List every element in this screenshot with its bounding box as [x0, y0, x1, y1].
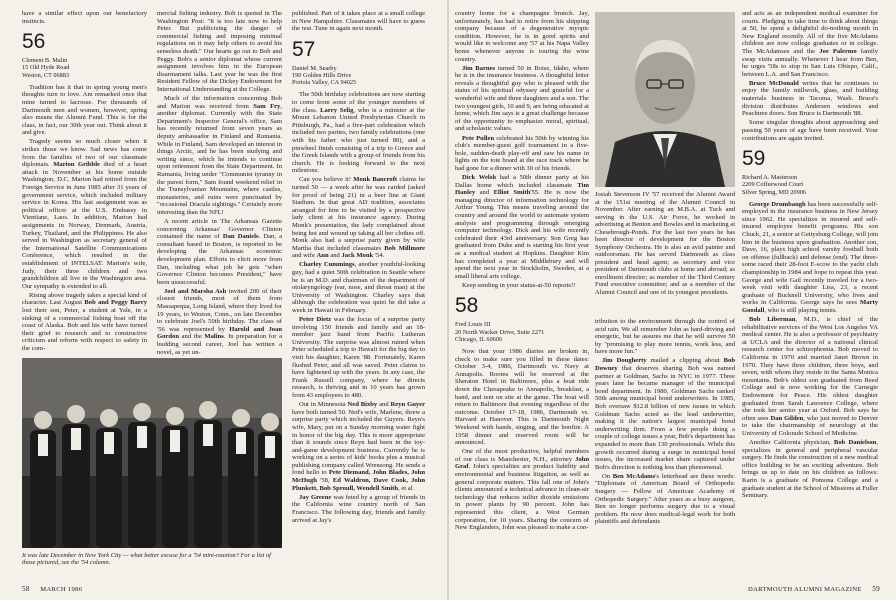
col-text: Tradition has it that in spring young men's thoughts turn to love. Am remarked once that mine turned to lacrosse. For thousands of Dartmouth men and women, however, spring also means the Alumni Fund. This is for the class, in fact, our 30th year out. Think about it and give.	[22, 83, 147, 137]
col-text: published. Part of it takes place at a small college in New Hampshire. Classmates will have to guess the rest. Tune in again next month.	[292, 10, 425, 33]
class-number-56: 56	[22, 30, 46, 54]
issue-date: MARCH 1986	[40, 586, 83, 593]
left-footer	[22, 585, 82, 593]
class-secretary-address: Fred Louis III 20 North Wacker Drive, Suite 2271 Chicago, IL 60606	[455, 321, 545, 343]
portrait-caption-block	[595, 191, 735, 311]
col-text: Charley Cummings, another youthful-looking guy, had a quiet 50th celebration in Seattle where he is an M.D. and chairman of the department of otolaryngology (ear, nose, and throat man) at the University of Washington. Charley says that although the celebration was quiet he did take a week in Hawaii in February.	[292, 261, 425, 315]
group-photo	[22, 358, 282, 548]
col-text: Bob Liberman, M.D., is chief of the rehabilitative services of the West Los Angeles VA medical center. He is also a professor of psychiatry at UCLA and the director of a national clinical research center for schizophrenia. Bob moved to California in 1970 and married Janet Brown in 1970. They have three children, three boys, and seven, with whom they reside in the Santa Monica mountains. Bob's oldest son graduated from Reed College and is now working for the Carnegie Endowment for Peace. His oldest daughter graduated from Sarah Lawrence College, where she took her senior year at Oxford. Bob says he often sees Dan Gilden, who just moved to Denver to take the chairmanship of neurology at the University of Colorado School of Medicine.	[742, 316, 878, 438]
class-secretary-address: Clement B. Malin 15 Old Hyde Road Weston, CT 06883	[22, 57, 70, 79]
class-secretary-address: Daniel M. Searby 190 Golden Hills Drive Portola Valley, CA 94025	[292, 64, 357, 87]
col-text: Jay Greene was feted by a group of friends in the California wine country north of San Francisco. The following day, friends and family arrived at Jay's	[292, 493, 425, 524]
col-text: Pete Pullen celebrated his 50th by winning his club's member-guest golf tournament in a five-hole, sudden-death play-off and saw his name in lights on the tote board at the race track where he had gone for a dinner with 30 of his friends.	[455, 134, 589, 172]
right-column-1	[455, 10, 589, 585]
col-text: Tragedy seems so much closer when it strikes those we know. Sad news has come from the families of two of our classmate diplomats. Marion Gribble died of a heart attack in November at his home outside Washington, D.C. Marion had retired from the Foreign Service in June 1985 after 31 years of government service, which included military service in Korea. His last assignment was as political officer at the U.S. Embassy in Vientiane, Laos. In addition, Marion had assignments in Norway, Denmark, Austria, Turkey, Thailand, and the Philippines. He also served in Washington as secretary general of the International Satellite Communications Conference, which resulted in the establishment of INTELSAT. Marion's wife, Judy, their three children and two grandchildren all live in the Washington area. Our sympathy is extended to all.	[22, 138, 147, 290]
col-text: On Ben McAdams's letterhead are these words: "Diplomate of American Board of Orthopedic Surgery — Fellow of American Academy of Orthopedic Surgery." After years as a busy surgeon, Ben no longer performs surgery due to a visual problem. He now does medical-legal work for both plaintiffs and defendants	[595, 472, 735, 526]
left-column-1	[22, 10, 147, 395]
col-text: Out in Minnesota Ned Bixby and Reyn Guyer have both turned 50. Ned's wife, Marlene, threw a surprise party which included the Guyers. Reyn's wife, Mary, put on a Sunday morning water fight in honor of the big day. This is more appropriate than it sounds since Reyn had been in the toy-and-game development business. Currently he is working on a series of kids' books plus a musical publishing company called Wrensong. He sends a fond hello to Pete Diemand, John Blades, John McHugh '58, Ed Waldron, Dave Cook, John Plunkett, Bob Sproull, Wendell Smith, et al.	[292, 401, 425, 492]
portrait-image	[595, 12, 735, 187]
right-column-2	[595, 318, 735, 585]
class-number-57: 57	[292, 37, 316, 61]
class-secretary-address: Richard A. Masterson 2209 Coffeewood Court Silver Spring, MD 20906	[742, 174, 807, 196]
col-text: The 50th birthday celebrations are now starting to come from some of the younger members of the class. Larry Selig, who is a minister at the Mount Lebanon United Presbyterian Church in Pittsburgh, Pa., had a five-part celebration which included two parties, two family celebrations (one with his father who just turned 80), and a pinwheel finish consisting of a trip to Greece and the Greek Islands with a group of friends from his church. He is looking forward to the next milestone.	[292, 91, 425, 175]
col-text: tribution to the environment through the control of acid rain. We all remember John as hard-driving and energetic, but he assures me that he will survive 50 by "promising to play more tennis, work less, and have more fun."	[595, 318, 735, 356]
col-text: Can you believe it! Monk Bancroft claims he turned 50 — a week after he was carded (asked for proof of being 21) in a beer line at Giant Stadium. In that great AD tradition, associates arranged for him to be visited by a prospective lady client at his insurance agency. During Monk's presentation, the lady complained about being hot and wound up taking all her clothes off. Monk also had a surprise party given by wife Martha that included classmates Bob Millmore and wife Ann and Jack Monk '54.	[292, 176, 425, 260]
col-text: Bruce McDonald writes that he continues to enjoy the family millwork, glass, and building materials business in Tacoma, Wash. Bruce's division distributes Andersen windows and Peachtree doors. Son Bruce is Dartmouth '88.	[742, 79, 878, 118]
col-text: Jim Dougherty mailed a clipping about Bob Downey that deserves sharing. Bob was named partner at Goldman, Sachs in NYC in 1977. Three years later he became manager of the municipal bond department. In 1980, Goldman Sachs ranked 50th among municipal bond underwriters. In 1985, Bob oversaw $12.8 billion of new issues in which Goldman Sachs acted as the lead underwriter, making it the nation's largest municipal bond underwriting firm. From a few people doing a couple of college issues a year, Bob's department has expanded to more than 130 professionals. While this growth occurred during a surge in municipal bond issues, the increased market share captured under Bob's direction is nothing less than phenomenal.	[595, 357, 735, 471]
col-text: George Drumbaugh has been successfully self-employed in the insurance business in New Jersey since 1962. He specializes in insured and self-insured employee benefit programs. His son Chuck, 21, a senior at Gettysburg College, will join him in the business upon graduation. Another son, Dave, 16, plays high school varsity football both on offense (fullback) and defense (end). The three-some raced their 28-foot E-scow to the yacht club championship in 1984 and hope to repeat this year. George and wife Gail recently traveled for a two-week visit with daughter Lisa, 23, a recent graduate of Bucknell University, who lives and works in California. George says he sees Marty Goodall, who is still playing tennis.	[742, 200, 878, 315]
magazine-title: DARTMOUTH ALUMNI MAGAZINE	[748, 586, 862, 593]
page-number: 58	[22, 585, 30, 593]
left-page	[0, 0, 447, 600]
col-text: One of the most productive, helpful members of our class is Manchester, N.H., attorney John Graf. John's specialties are product liability and environmental and business litigation, as well as general corporate matters. This fall one of John's clients announced a technical advance in clean-air technology that reduces sulfur dioxide emissions in power plants by 90 percent. John has represented this client, a West German corporation, for 10 years. Sharing the concern of New Englanders, John was pleased to make a con-	[455, 448, 589, 532]
col-text: Rising above tragedy takes a special kind of character. Last August Bob and Peggy Barry lost their son, Peter, a student at Yale, in a sinking of a commercial fishing boat off the coast of Alaska. Bob and his wife have turned their grief to research and to constructive criticism and reform with respect to safety in the com-	[22, 291, 147, 352]
col-text: Peter Dietz was the focus of a surprise party involving 150 friends and family and an 18-member jazz band from Pacific Lutheran University. The surprise was almost ruined when Peter scheduled a trip to Hawaii for the big day to visit his daughter, Karen '88. Fortunately, Karen flushed Peter, and all was saved. Peter claims to have lightened up with the years. In any case, the Frank Russell company, where he directs research, is thriving and in 10 years has grown from 43 employees to 480.	[292, 316, 425, 400]
col-text: A recent article in The Arkansas Gazette concerning Arkansas' Governor Clinton contained the name of Dan Daniels. Dan, a consultant based in Boston, is reported to be developing the Arkansas economic development plan. Efforts to elicit more from Dan, including what job he gets "when Governor Clinton becomes President," have been unsuccessful.	[157, 218, 282, 286]
col-text: Dick Welsh had a 50th dinner party at his Dallas home which included classmate Tim Hanley and Elliot Smith'55. He is now the managing director of information technology for Arthur Young. This means traveling around the country and around the world to automate system analysis and programming through emerging computer technology. Dick and his wife recently celebrated their 43rd anniversary. Son Greg has graduated from Duke and is starting his first year as a medical student at Hopkins. Daughter Kim has completed a year at Middlebury and will spend the next year in Stockholm, Sweden, at a small liberal arts college.	[455, 173, 589, 280]
photo-caption: It was late December in New York City — what better excuse for a '54 mini-reunion? For a list of those pictured, see the '54 column.	[22, 552, 271, 567]
col-text: Now that your 1986 diaries are broken in, check to make sure you filled in these dates: October 3-4, 1986, Dartmouth vs. Navy at Annapolis. Rooms will be reserved at the Sheraton Hotel in Baltimore, plus a boat ride down the Chesapeake to Annapolis, breakfast, a band, and tent on site at the game. The boat will return to Baltimore that evening regardless of the outcome. October 17-18, 1986, Dartmouth vs. Harvard at Hanover. This is Dartmouth Night Weekend with bands, singing, and the bonfire. A 1958 dinner and reserved room will be announced.	[455, 347, 589, 447]
col-text: Another California physician, Bob Danielson, specializes in general and peripheral vascular surgery. He finds the construction of a new medical office building to be an exciting adventure. Bob brings us up to date on his children as follows: Karin is a graduate of Pomona College and a graduate student at the School of Missions at Fuller Seminary.	[742, 439, 878, 500]
col-text: have a similar effect upon our benefactory instincts.	[22, 10, 147, 25]
left-column-3	[292, 10, 425, 585]
col-text: Jim Barnes turned 50 in Boise, Idaho, where he is in the insurance business. A thoughtful letter reveals a thoughtful guy who is pleased with the status of his spiritual odyssey and grateful for a wonderful wife and three daughters and a son. The two youngest girls, 10 and 9, are being educated at home, which Jim says is a great challenge because of the opportunity to emphasize moral, spiritual, and scholastic values.	[455, 64, 589, 133]
page-number: 59	[872, 585, 880, 593]
col-text: Keep sending in your status-at-50 reports!!	[462, 281, 576, 289]
right-page	[449, 0, 896, 600]
portrait-caption: Josiah Stevenson IV '57 received the Alumni Award at the 151st meeting of the Alumni Council in November. After earning an M.B.A. at Tuck and serving in the U.S. Air Force, he worked in advertising at Benton and Bowles and in marketing at Chesebrough-Ponds. For the last two years he has been director of development for the Boston Symphony Orchestra. He is also an avid painter and outdoorsman. He has served Dartmouth as class president and head agent; as secretary and vice president of Dartmouth clubs at home and abroad; as enrollment director; as member of the Third Century Fund executive committee; and as a member of the Alumni Council and one of its youngest presidents.	[595, 191, 735, 296]
col-text: Much of the information concerning Bob and Marion was received from Sam Fry, another diplomat. Currently with the State Department's Inspector General's office, Sam has recently returned from seven years as deputy ambassador in Finland and Rumania. While in Finland, Sam developed an interest in things Arctic, and he has been studying and writing since, which he intends to continue upon retirement from the State Department. In Rumania, living under "Communist tyranny in the purest form," Sam found weekend relief in the Transylvanian Mountains, where castles, monasteries, and ruins were punctuated by "occasional Dracula sightings." Certainly more interesting than the NFL!	[157, 95, 282, 216]
class-number-59: 59	[742, 147, 766, 171]
right-column-3	[742, 10, 878, 585]
col-text: Joel and Marsha Ash invited 200 of their closest friends, most of them from Massapequa, Long Island, where they lived for 19 years, to Weston, Conn., on late December to celebrate Joel's 50th birthday. The class of '56 was represented by Harold and Joan Gordon and the Malins. In preparation for a budding second career, Joel has written a novel, as yet un-	[157, 287, 282, 356]
right-footer	[748, 585, 880, 593]
col-text: mercial fishing industry. Bob is quoted in The Washington Post: "It is too late now to help Peter. But publicizing the danger of commercial fishing and imposing minimal regulations on it may help others to avoid his senseless death." Our hearts go out to Bob and Peggy. Bob's a senior diplomat whose current assignment involves him in the European disarmament talks. Last year he was the first Resident Fellow of the Dickey Endowment for International Understanding at the College.	[157, 10, 282, 93]
col-text: and acts as an independent medical examiner for courts. Pledging to take time to think about things at 50, he spent a delightful do-nothing month in New England recently. All of the five McAdams children are now college graduates or in college. The McAdamses and the Joe Palermo family swap visits annually. Whenever I hear from Ben, he urges '58s to stop in San Luis Obispo, Calif., between L.A. and San Francisco.	[742, 10, 878, 78]
col-text: Some singular thoughts about approaching and passing 50 years of age have been received. Your contributions are again invited.	[742, 119, 878, 142]
left-column-2	[157, 10, 282, 395]
portrait-photo	[595, 12, 735, 187]
group-photo-image	[22, 358, 282, 548]
class-number-58: 58	[455, 294, 479, 318]
col-text: country home for a champagne brunch. Jay, unfortunately, has had to retire from his shipping company because of a degenerative myopic condition. However, he is in good spirits and would like to welcome any '57 at his Napa Valley home whenever anyone is touring the wine country.	[455, 10, 589, 63]
